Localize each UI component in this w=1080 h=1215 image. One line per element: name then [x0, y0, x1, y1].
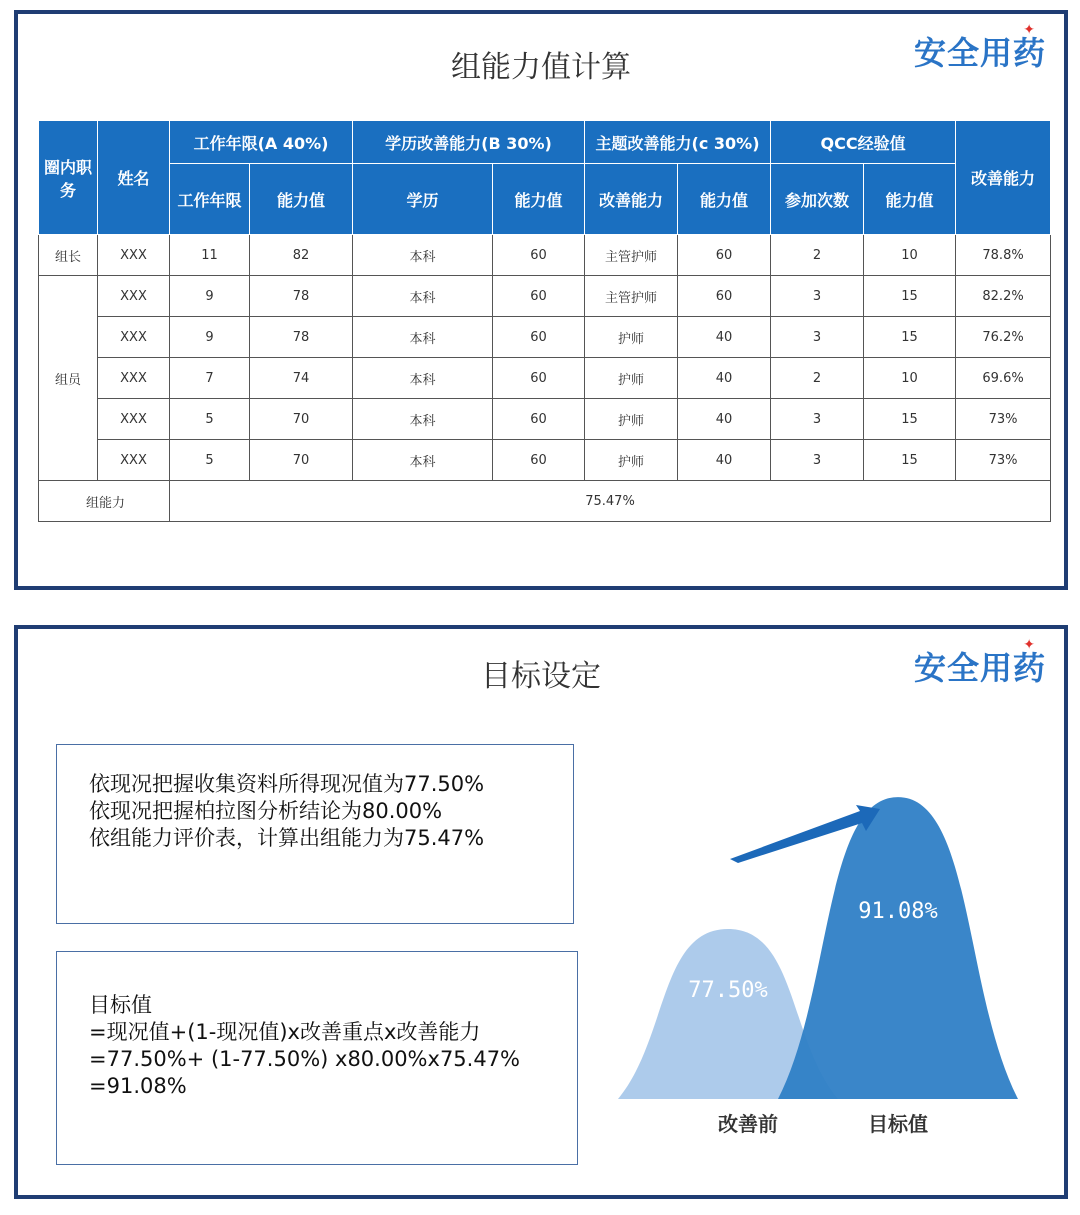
status-line: 依现况把握柏拉图分析结论为80.00%: [89, 799, 443, 823]
table-row: [39, 235, 1051, 276]
cell-improve: 73%: [956, 440, 1051, 481]
formula-text-box: [56, 951, 578, 1165]
cell-years-ability: 70: [250, 440, 353, 481]
cell-times: 2: [771, 358, 864, 399]
cell-qcc-ability: 10: [864, 358, 956, 399]
cell-role: 组长: [39, 235, 98, 276]
cell-edu-ability: 60: [493, 276, 585, 317]
cell-title-ability: 40: [678, 440, 771, 481]
header-role: 圈内职务: [39, 121, 98, 235]
cell-education: 本科: [353, 399, 493, 440]
header-group-a: 工作年限(A 40%): [170, 121, 353, 164]
cell-years: 9: [170, 276, 250, 317]
cell-years: 5: [170, 399, 250, 440]
category-label-target: 目标值: [868, 1112, 928, 1136]
cell-name: XXX: [98, 276, 170, 317]
cell-edu-ability: 60: [493, 440, 585, 481]
page-title: 组能力值计算: [451, 50, 631, 85]
header-ability-d: 能力值: [864, 164, 956, 235]
target-setting-panel: [14, 625, 1068, 1199]
header-years: 工作年限: [170, 164, 250, 235]
cell-education: 本科: [353, 317, 493, 358]
cell-name: XXX: [98, 235, 170, 276]
header-improve: 改善能力: [956, 121, 1051, 235]
table-row: [39, 399, 1051, 440]
header-ability-c: 能力值: [678, 164, 771, 235]
cell-times: 3: [771, 399, 864, 440]
header-group-c: 主题改善能力(c 30%): [585, 121, 771, 164]
cell-title: 主管护师: [585, 235, 678, 276]
cell-qcc-ability: 10: [864, 235, 956, 276]
cell-improve: 78.8%: [956, 235, 1051, 276]
cell-role: 组员: [39, 276, 98, 481]
cell-education: 本科: [353, 358, 493, 399]
cell-title-ability: 60: [678, 276, 771, 317]
header-ability-a: 能力值: [250, 164, 353, 235]
cell-qcc-ability: 15: [864, 276, 956, 317]
cell-improve: 82.2%: [956, 276, 1051, 317]
cell-years-ability: 78: [250, 276, 353, 317]
ability-calc-panel: [14, 10, 1068, 590]
header-improve-ability: 改善能力: [585, 164, 678, 235]
logo: [913, 22, 1046, 74]
cell-edu-ability: 60: [493, 399, 585, 440]
formula-line: =91.08%: [89, 1074, 187, 1098]
table-row: [39, 276, 1051, 317]
logo-text: 安全用药: [913, 34, 1046, 72]
cell-education: 本科: [353, 235, 493, 276]
cell-title: 护师: [585, 440, 678, 481]
bell-target: [778, 797, 1018, 1099]
table-row: [39, 440, 1051, 481]
cell-title-ability: 40: [678, 399, 771, 440]
cell-name: XXX: [98, 317, 170, 358]
target-bell-chart: [598, 739, 1058, 1159]
table-row: [39, 317, 1051, 358]
cell-education: 本科: [353, 276, 493, 317]
total-row: [39, 481, 1051, 522]
cell-education: 本科: [353, 440, 493, 481]
cell-improve: 76.2%: [956, 317, 1051, 358]
cell-years-ability: 82: [250, 235, 353, 276]
cell-improve: 69.6%: [956, 358, 1051, 399]
cell-name: XXX: [98, 358, 170, 399]
cell-years: 5: [170, 440, 250, 481]
formula-line: =现况值+(1-现况值)x改善重点x改善能力: [89, 1020, 481, 1044]
section-title: 目标设定: [481, 659, 601, 694]
cell-times: 3: [771, 440, 864, 481]
cell-improve: 73%: [956, 399, 1051, 440]
cell-title-ability: 40: [678, 358, 771, 399]
status-line: 依组能力评价表，计算出组能力为75.47%: [89, 826, 485, 850]
status-line: 依现况把握收集资料所得现况值为77.50%: [89, 772, 485, 796]
logo: [913, 637, 1046, 689]
logo-text: 安全用药: [913, 649, 1046, 687]
formula-line: =77.50%+ (1-77.50%) x80.00%x75.47%: [89, 1047, 521, 1071]
cell-edu-ability: 60: [493, 358, 585, 399]
total-label: 组能力: [39, 481, 170, 522]
header-group-d: QCC经验值: [771, 121, 956, 164]
cell-title: 护师: [585, 399, 678, 440]
cell-years: 7: [170, 358, 250, 399]
cell-edu-ability: 60: [493, 235, 585, 276]
cell-times: 2: [771, 235, 864, 276]
cell-qcc-ability: 15: [864, 399, 956, 440]
cell-years-ability: 78: [250, 317, 353, 358]
header-name: 姓名: [98, 121, 170, 235]
cell-years-ability: 74: [250, 358, 353, 399]
header-times: 参加次数: [771, 164, 864, 235]
cell-years: 9: [170, 317, 250, 358]
cell-qcc-ability: 15: [864, 440, 956, 481]
cell-times: 3: [771, 317, 864, 358]
category-label-before: 改善前: [718, 1112, 778, 1136]
cell-times: 3: [771, 276, 864, 317]
star-icon: ✦: [1023, 22, 1036, 38]
header-education: 学历: [353, 164, 493, 235]
cell-name: XXX: [98, 399, 170, 440]
value-label-target: 91.08%: [858, 898, 938, 924]
cell-years-ability: 70: [250, 399, 353, 440]
formula-line: 目标值: [89, 993, 152, 1017]
star-icon: ✦: [1023, 637, 1036, 653]
cell-title-ability: 60: [678, 235, 771, 276]
cell-title-ability: 40: [678, 317, 771, 358]
cell-title: 主管护师: [585, 276, 678, 317]
table-row: [39, 358, 1051, 399]
cell-name: XXX: [98, 440, 170, 481]
cell-qcc-ability: 15: [864, 317, 956, 358]
cell-title: 护师: [585, 317, 678, 358]
ability-table: [38, 120, 1051, 522]
cell-edu-ability: 60: [493, 317, 585, 358]
cell-title: 护师: [585, 358, 678, 399]
value-label-before: 77.50%: [688, 978, 768, 1003]
header-group-b: 学历改善能力(B 30%): [353, 121, 585, 164]
header-ability-b: 能力值: [493, 164, 585, 235]
status-text-box: [56, 744, 574, 924]
cell-years: 11: [170, 235, 250, 276]
total-value: 75.47%: [170, 481, 1051, 522]
